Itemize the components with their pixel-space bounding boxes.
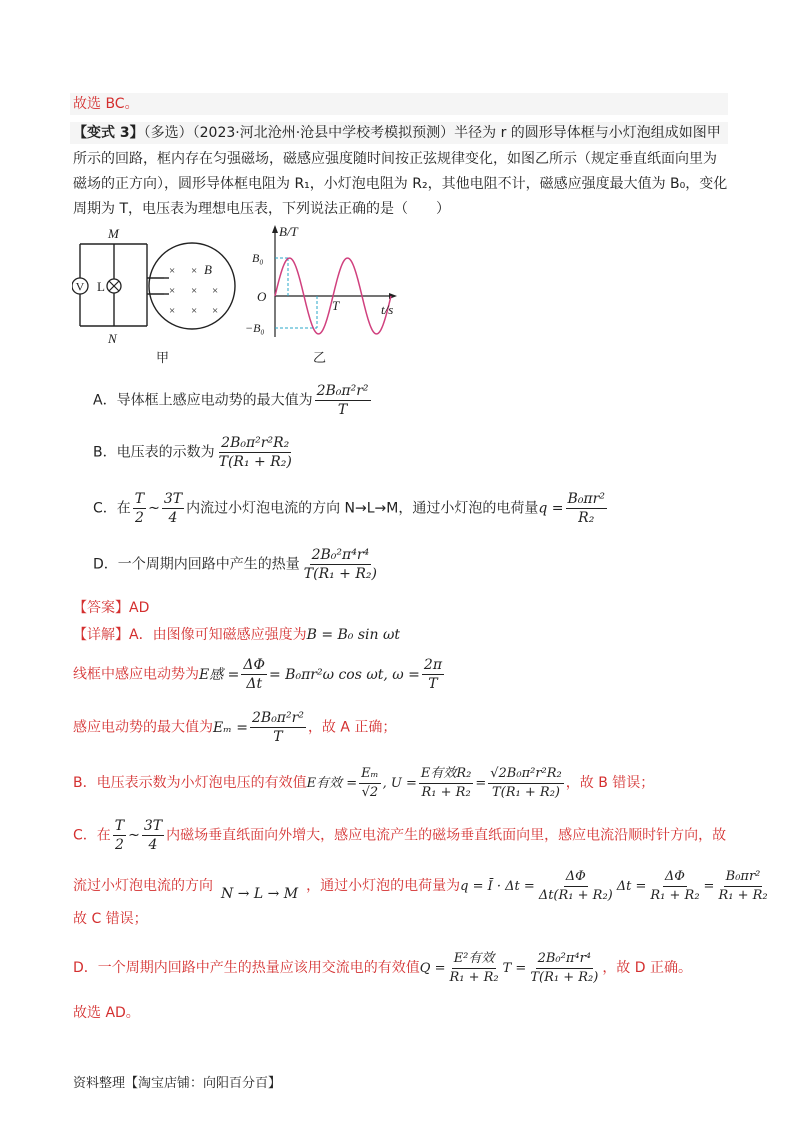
question-line-1-rest: 半径为 r 的圆形导体框与小灯泡组成如图甲 <box>454 125 721 141</box>
option-c-fraction: $\frac{\text{B₀πr²}}{\text{R₂}}$ <box>567 491 605 526</box>
option-a-text: A．导体框上感应电动势的最大值为 <box>93 392 313 409</box>
detail-b1-e: E有效 = <box>306 776 358 791</box>
detail-a3-end: ，故 A 正确； <box>307 719 397 736</box>
detail-a1-eq: B = B₀ sin ωt <box>306 627 401 643</box>
detail-b1-end: ，故 B 错误； <box>565 775 655 791</box>
detail-d1-text: D．一个周期内回路中产生的热量应该用交流电的有效值 <box>73 960 420 976</box>
voltmeter-label: V <box>75 279 85 294</box>
detail-c2 <box>73 868 768 905</box>
answer-label: 【答案】AD <box>73 600 150 616</box>
detail-a3 <box>73 709 728 746</box>
option-b-text: B．电压表的示数为 <box>93 444 215 461</box>
detail-c2-dir: N → L → M <box>221 886 299 902</box>
detail-a2-frac-1: $\frac{\Delta\Phi}{\Delta t}$ <box>243 657 265 692</box>
detail-b1-frac-1: $\frac{\text{Eₘ}}{√2}$ <box>361 766 379 800</box>
detail-c2-mid: ，通过小灯泡的电荷量为 <box>306 878 461 894</box>
svg-text:×: × <box>169 305 176 317</box>
detail-a3-frac: $\frac{\text{2B₀π²r²}}{T}$ <box>252 710 304 745</box>
circuit-figure-jia <box>72 222 247 367</box>
neg-b0-label: −B₀ <box>245 321 265 335</box>
option-c-mid: 内流过小灯泡电流的方向 N→L→M，通过小灯泡的电荷量 <box>186 500 539 517</box>
svg-text:×: × <box>169 285 176 297</box>
x-axis-label: t/s <box>381 302 394 317</box>
detail-c2-text: 流过小灯泡电流的方向 <box>73 878 213 894</box>
option-c-frac-1: $\frac{T}{2}$ <box>134 491 145 526</box>
question-line-2: 所示的回路，框内存在匀强磁场，磁感应强度随时间按正弦规律变化，如图乙所示（规定垂直纸面向里为 <box>73 151 717 167</box>
option-b-fraction: $\frac{\text{2B₀π²r²R₂}}{\text{T(R₁ + R₂)}}$ <box>218 435 292 470</box>
period-label: T <box>332 298 340 313</box>
option-c-tilde: ~ <box>148 500 160 517</box>
detail-a1-text: A．由图像可知磁感应强度为 <box>129 627 307 643</box>
option-a <box>93 382 373 419</box>
svg-text:×: × <box>191 265 198 277</box>
option-a-fraction: $\frac{\text{2B₀π²r²}}{T}$ <box>316 383 369 418</box>
detail-c1-frac-1: $\frac{T}{2}$ <box>114 818 125 853</box>
detail-c2-frac-3: $\frac{\text{B₀πr²}}{\text{R₁ + R₂}}$ <box>718 869 768 903</box>
field-label: B <box>204 262 212 277</box>
question-line-3: 磁场的正方向），圆形导体框电阻为 R₁，小灯泡电阻为 R₂，其他电阻不计，磁感应强度最大值为 B₀，变化 <box>73 176 728 192</box>
question-line-1 <box>73 122 728 144</box>
detail-b1-frac-3: $\frac{\text{√2B₀π²r²R₂}}{\text{T(R₁ + R₂)}}$ <box>490 766 562 800</box>
option-d-fraction: $\frac{\text{2B₀²π⁴r⁴}}{\text{T(R₁ + R₂)}}$ <box>303 547 377 582</box>
detail-b1-u: , U = <box>382 776 417 791</box>
detail-d1-end: ，故 D 正确。 <box>602 960 692 976</box>
detail-a2-mid: = B₀πr²ω cos ωt, ω = <box>269 666 420 683</box>
svg-text:×: × <box>191 285 198 297</box>
detail-c1-pre: C．在 <box>73 827 111 844</box>
detail-c1 <box>73 817 728 854</box>
origin-label: O <box>257 289 267 304</box>
detail-c1-tilde: ~ <box>128 827 140 844</box>
svg-text:×: × <box>212 285 219 297</box>
detail-b1 <box>73 765 728 802</box>
option-d <box>93 546 381 583</box>
detail-label: 【详解】 <box>73 627 129 643</box>
detail-c1-frac-2: $\frac{3T}{4}$ <box>143 818 163 853</box>
detail-d1-t: T = <box>502 961 527 976</box>
detail-c1-rest: 内磁场垂直纸面向外增大，感应电流产生的磁场垂直纸面向里，感应电流沿顺时针方向，故 <box>166 827 727 844</box>
prev-answer: 故选 BC。 <box>73 96 139 112</box>
detail-d1-frac-2: $\frac{\text{2B₀²π⁴r⁴}}{\text{T(R₁ + R₂)}}$ <box>530 951 599 985</box>
question-line-4: 周期为 T，电压表为理想电压表，下列说法正确的是（ ） <box>73 201 451 217</box>
detail-b1-frac-2: $\frac{\text{E有效R₂}}{\text{R₁ + R₂}}$ <box>420 766 472 800</box>
option-c-frac-2: $\frac{3T}{4}$ <box>163 491 183 526</box>
option-c-pre: C．在 <box>93 500 131 517</box>
option-d-text: D．一个周期内回路中产生的热量 <box>93 556 300 573</box>
question-source: （2023·河北沧州·沧县中学校考模拟预测） <box>192 125 455 141</box>
figure-yi-caption: 乙 <box>313 350 327 365</box>
detail-a2 <box>73 656 728 693</box>
lamp-label: L <box>97 279 105 294</box>
svg-text:×: × <box>191 305 198 317</box>
option-c-q: q = <box>538 500 564 517</box>
b0-label: B₀ <box>252 251 264 265</box>
option-b <box>93 434 296 471</box>
detail-c2-eq: = <box>703 879 715 894</box>
detail-a2-text: 线框中感应电动势为 <box>73 666 199 683</box>
detail-b1-text: B．电压表示数为小灯泡电压的有效值 <box>73 775 307 791</box>
svg-text:×: × <box>169 265 176 277</box>
detail-c2-dt: Δt = <box>616 879 647 894</box>
detail-a1 <box>73 624 728 646</box>
figure-jia-caption: 甲 <box>156 350 170 365</box>
option-c <box>93 490 609 527</box>
final-answer: 故选 AD。 <box>73 1005 140 1021</box>
node-n-label: N <box>108 331 117 346</box>
detail-c2-q: q = Ī · Δt = <box>460 879 535 894</box>
detail-a3-e: Eₘ = <box>213 719 248 736</box>
detail-d1-frac-1: $\frac{\text{E²有效}}{\text{R₁ + R₂}}$ <box>449 951 499 985</box>
detail-a3-text: 感应电动势的最大值为 <box>73 719 213 736</box>
detail-c2-frac-1: $\frac{\Delta\Phi}{\text{Δt(R₁ + R₂)}}$ <box>538 869 613 903</box>
detail-c3: 故 C 错误； <box>73 911 148 927</box>
graph-figure-yi <box>245 222 405 367</box>
question-type: （多选） <box>143 125 193 141</box>
detail-b1-eq: = <box>475 776 487 791</box>
svg-text:×: × <box>212 305 219 317</box>
detail-a2-frac-2: $\frac{2\pi}{T}$ <box>423 657 443 692</box>
detail-a2-e: E感 = <box>199 666 240 683</box>
detail-d1 <box>73 950 728 987</box>
node-m-label: M <box>108 226 119 241</box>
detail-c2-frac-2: $\frac{\Delta\Phi}{\text{R₁ + R₂}}$ <box>650 869 700 903</box>
footer-note: 资料整理【淘宝店铺：向阳百分百】 <box>73 1076 282 1091</box>
detail-d1-q: Q = <box>419 961 446 976</box>
question-tag: 【变式 3】 <box>73 125 144 141</box>
y-axis-label: B/T <box>279 224 298 239</box>
